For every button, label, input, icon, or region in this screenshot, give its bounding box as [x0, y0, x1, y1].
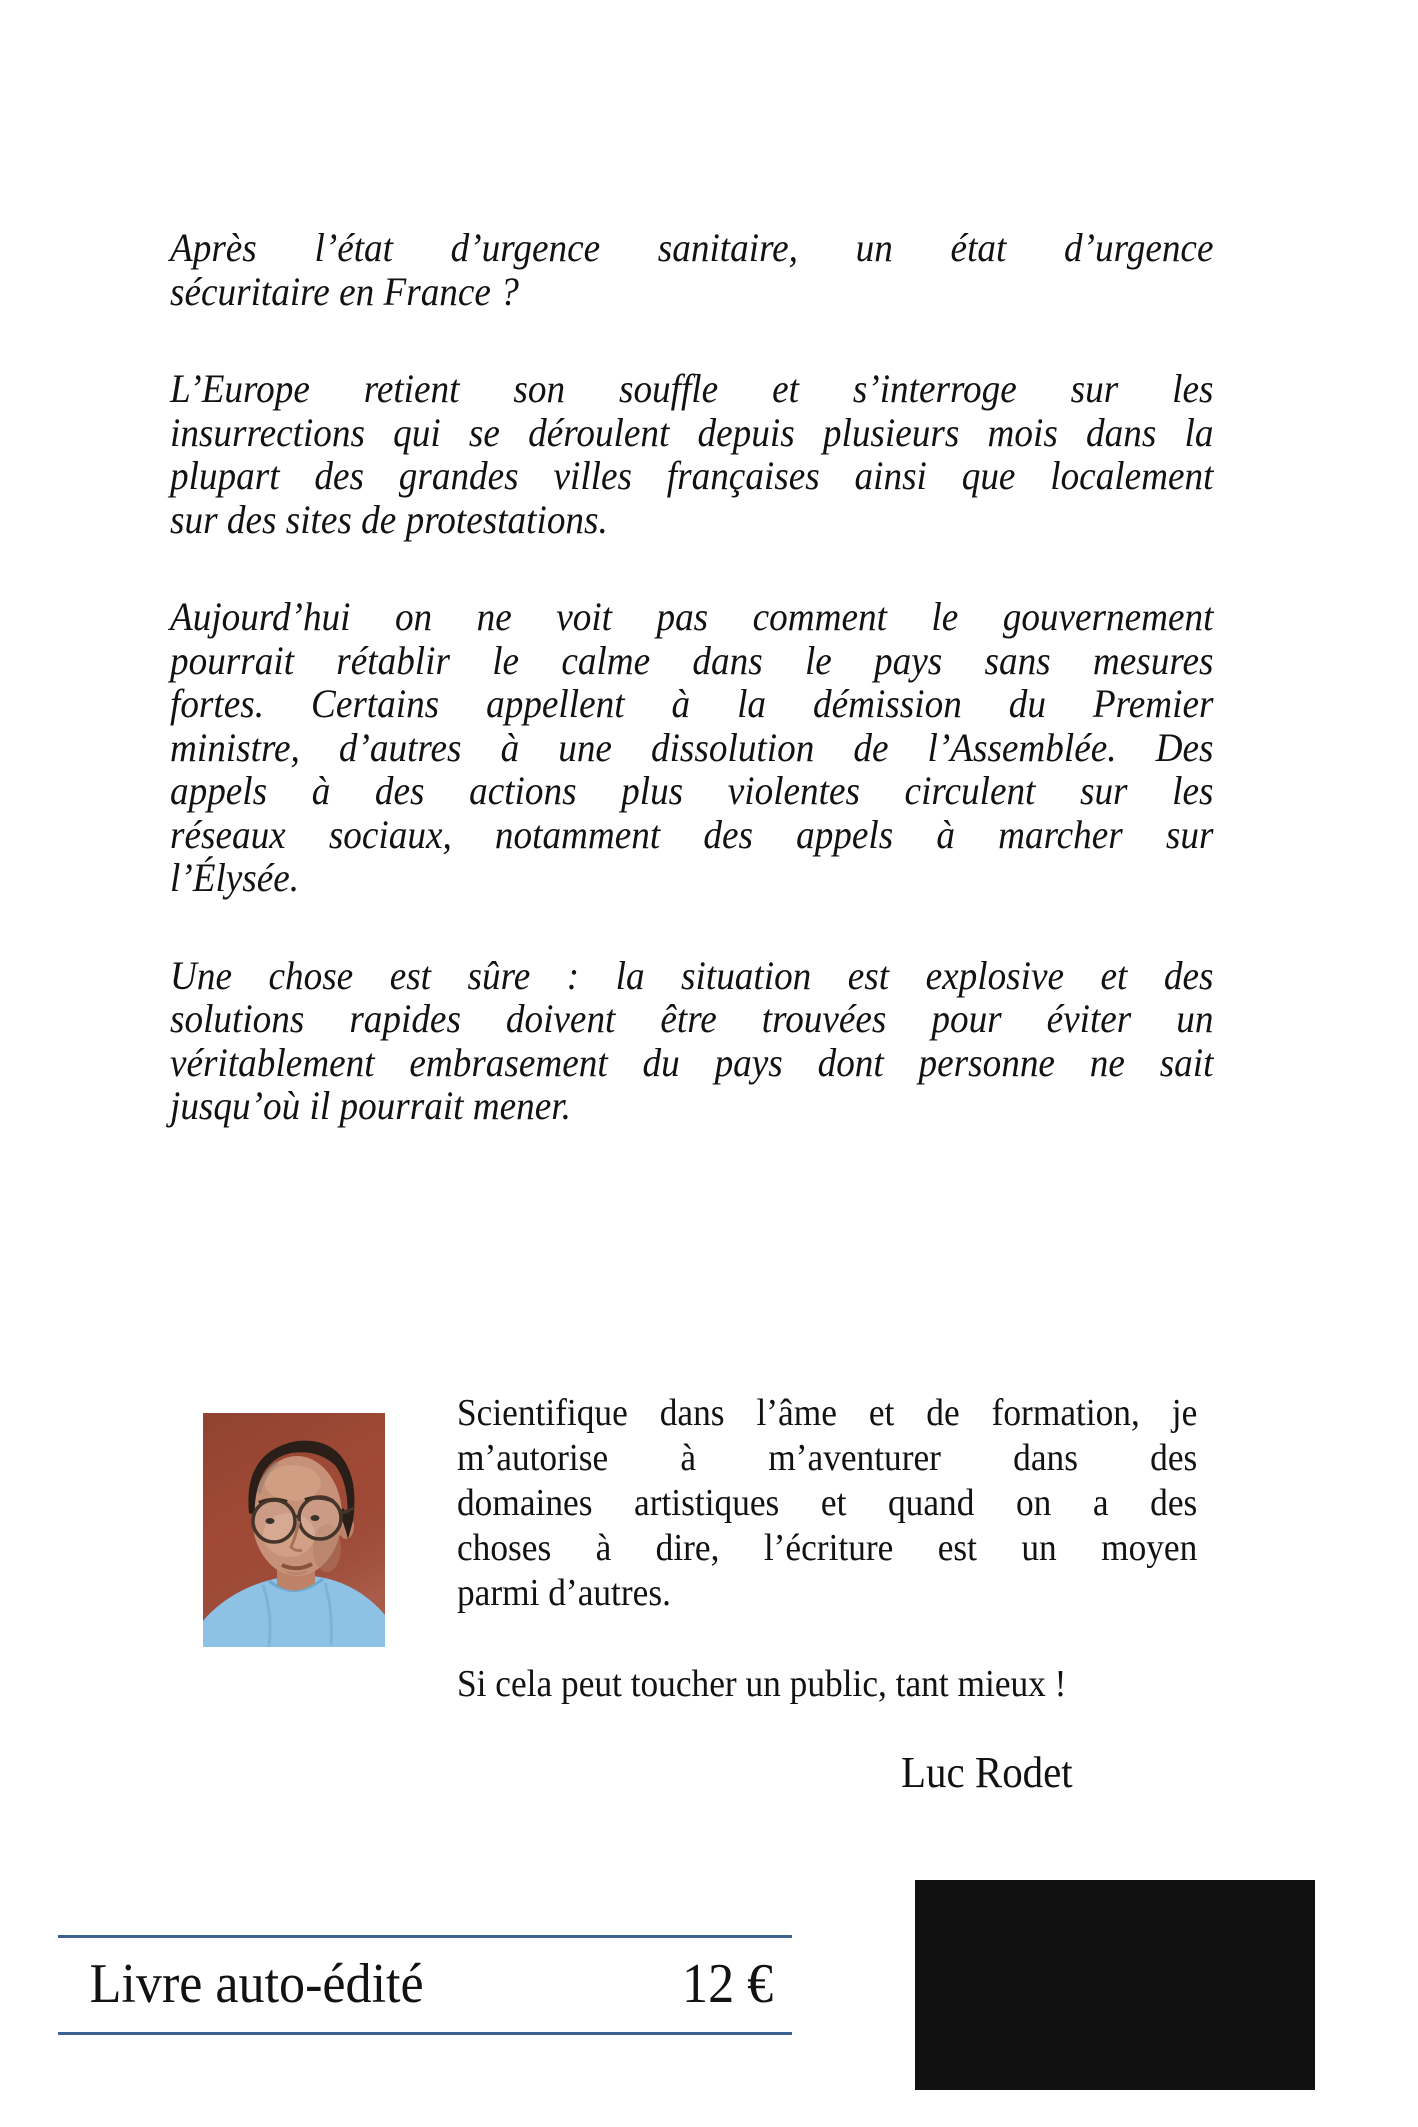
price-label: 12 €	[682, 1953, 774, 2015]
isbn-barcode	[915, 1880, 1315, 2090]
barcode-group-2: 939809	[1127, 2037, 1289, 2086]
author-tagline: Si cela peut toucher un public, tant mieux !	[457, 1663, 1067, 1705]
synopsis	[170, 226, 1213, 1182]
synopsis-paragraph-4: Une chose est sûre : la situation est explosive et des solutions rapides doivent être trouvées pour éviter un véritablement embrasement du pays dont personne ne sait jusqu’où il pourrait mener.	[170, 952, 1214, 1128]
barcode-first-digit: 9	[932, 2037, 959, 2086]
footer-band	[58, 1944, 792, 2024]
barcode-group-1: 782958	[965, 2037, 1127, 2086]
author-name: Luc Rodet	[901, 1748, 1073, 1797]
synopsis-paragraph-2: L’Europe retient son souffle et s’interroge sur les insurrections qui se déroulent depuis plusieurs mois dans la plupart des grandes villes françaises ainsi que localement sur des sites de protestations.	[170, 366, 1214, 542]
synopsis-paragraph-1: Après l’état d’urgence sanitaire, un état d’urgence sécuritaire en France ?	[170, 225, 1214, 314]
footer-rule-bottom	[58, 2032, 792, 2035]
footer-rule-top	[58, 1935, 792, 1938]
synopsis-paragraph-3: Aujourd’hui on ne voit pas comment le gouvernement pourrait rétablir le calme dans le pays sans mesures fortes. Certains appellent à la démission du Premier ministre, d’autres à une dissolution de l’Assemblée. Des appels à des actions plus violentes circulent sur les réseaux sociaux, notamment des appels à marcher sur l’Élysée.	[170, 594, 1214, 900]
edition-label: Livre auto-édité	[89, 1953, 424, 2015]
author-photo	[203, 1413, 385, 1647]
author-bio: Scientifique dans l’âme et de formation, je m’autorise à m’aventurer dans des domaines artistiques et quand on a des choses à dire, l’écriture est un moyen parmi d’autres.	[457, 1392, 1198, 1614]
